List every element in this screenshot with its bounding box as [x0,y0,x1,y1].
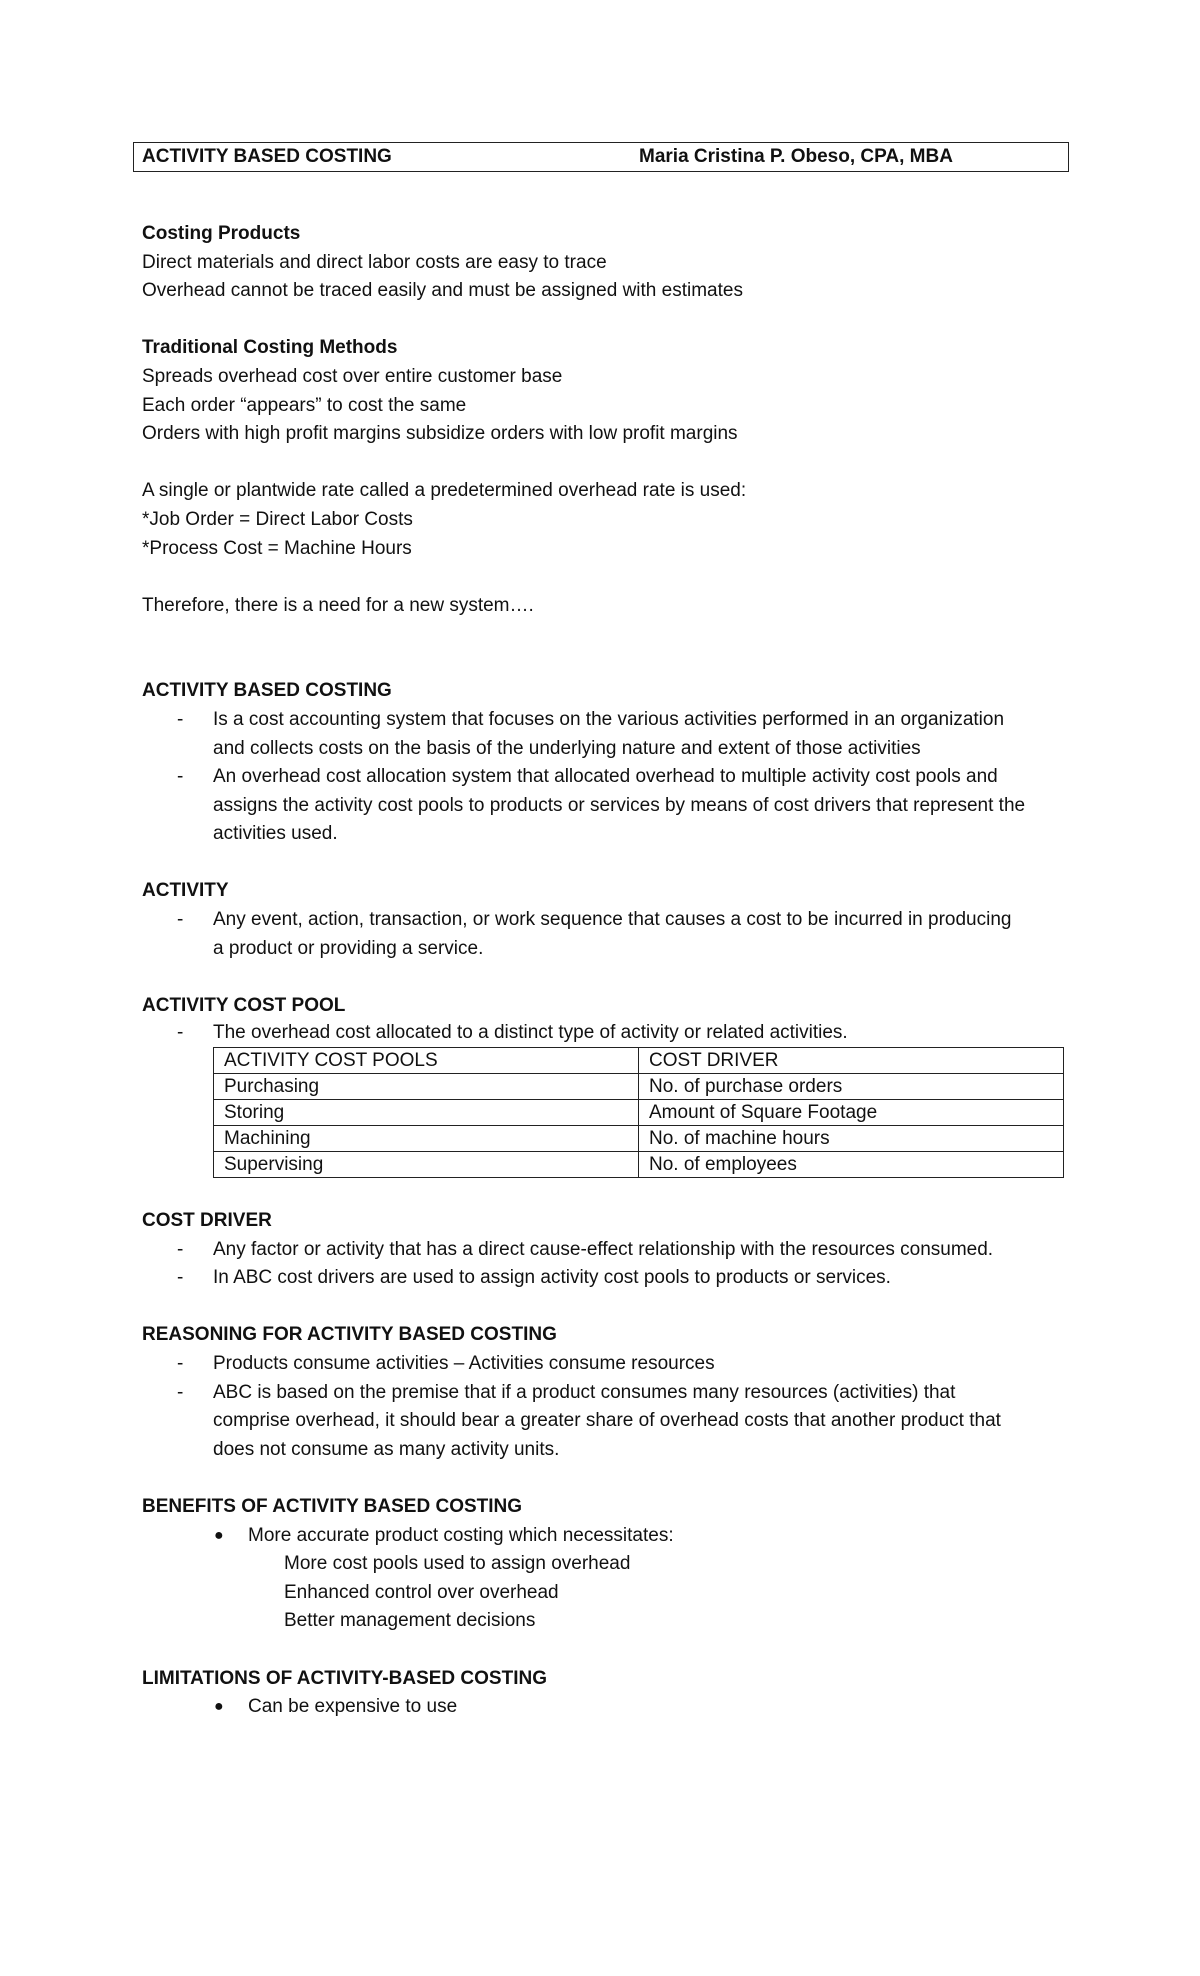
list-item [142,1379,1062,1465]
list-item-line: does not consume as many activity units. [213,1438,560,1460]
list-item-line: In ABC cost drivers are used to assign activity cost pools to products or services. [213,1267,891,1289]
dash-marker: - [177,1238,184,1260]
list-item [142,1264,1062,1293]
list-item-line: assigns the activity cost pools to products or services by means of cost drivers that represent the [213,794,1026,816]
bullet-text: Can be expensive to use [248,1696,458,1718]
list-item-line: An overhead cost allocation system that allocated overhead to multiple activity cost pools and [213,766,998,788]
conclusion-line: Therefore, there is a need for a new system…. [142,594,534,616]
table-row [214,1074,1064,1100]
list-item [142,1020,1062,1046]
traditional-line: Orders with high profit margins subsidize orders with low profit margins [142,423,738,445]
dash-marker: - [177,766,184,788]
cost-driver-heading: COST DRIVER [142,1210,272,1232]
bullet-icon: ● [214,1698,224,1716]
table-header-row [214,1048,1064,1074]
table-cell: Amount of Square Footage [639,1100,1064,1126]
header-box [133,142,1069,172]
list-item-line: Is a cost accounting system that focuses on the various activities performed in an organization [213,708,1005,730]
list-item [142,1350,1062,1379]
table-row [214,1126,1064,1152]
table-header-cell: ACTIVITY COST POOLS [214,1048,639,1074]
limitations-heading: LIMITATIONS OF ACTIVITY-BASED COSTING [142,1667,547,1689]
table-cell: No. of machine hours [639,1126,1064,1152]
traditional-line: Spreads overhead cost over entire customer base [142,365,563,387]
table-cell: No. of employees [639,1152,1064,1178]
bullet-item [142,1522,1062,1551]
cost-pool-table [213,1047,1064,1178]
list-item-line: activities used. [213,823,338,845]
rate-line: *Process Cost = Machine Hours [142,537,412,559]
traditional-line: Each order “appears” to cost the same [142,394,467,416]
costing-products-line: Overhead cannot be traced easily and must be assigned with estimates [142,280,743,302]
table-cell: Storing [214,1100,639,1126]
bullet-icon: ● [214,1526,224,1544]
bullet-item [142,1693,1062,1722]
table-cell: Purchasing [214,1074,639,1100]
table-cell: Supervising [214,1152,639,1178]
list-item [142,706,1062,763]
table-row [214,1152,1064,1178]
reasoning-heading: REASONING FOR ACTIVITY BASED COSTING [142,1324,557,1346]
dash-marker: - [177,1022,184,1044]
list-item-line: comprise overhead, it should bear a greater share of overhead costs that another product that [213,1410,1001,1432]
sub-item: More cost pools used to assign overhead [284,1553,631,1575]
dash-marker: - [177,909,184,931]
cost-pool-heading: ACTIVITY COST POOL [142,994,346,1016]
costing-products-heading: Costing Products [142,223,301,244]
list-item [142,1236,1062,1265]
bullet-text: More accurate product costing which necessitates: [248,1524,674,1546]
sub-item: Better management decisions [284,1610,536,1632]
list-item-line: The overhead cost allocated to a distinct type of activity or related activities. [213,1022,848,1044]
activity-heading: ACTIVITY [142,880,229,902]
dash-marker: - [177,708,184,730]
table-cell: No. of purchase orders [639,1074,1064,1100]
costing-products-line: Direct materials and direct labor costs are easy to trace [142,251,607,273]
document-title: ACTIVITY BASED COSTING [142,146,392,167]
list-item-line: Any factor or activity that has a direct cause-effect relationship with the resources consumed. [213,1238,994,1260]
sub-item: Enhanced control over overhead [284,1581,559,1603]
list-item-line: Products consume activities – Activities consume resources [213,1353,715,1374]
benefits-heading: BENEFITS OF ACTIVITY BASED COSTING [142,1495,523,1517]
table-cell: Machining [214,1126,639,1152]
list-item-line: and collects costs on the basis of the underlying nature and extent of those activities [213,737,921,759]
list-item-line: ABC is based on the premise that if a product consumes many resources (activities) that [213,1381,956,1403]
document-author: Maria Cristina P. Obeso, CPA, MBA [639,146,953,167]
dash-marker: - [177,1267,184,1289]
rate-line: *Job Order = Direct Labor Costs [142,508,413,530]
table-header-cell: COST DRIVER [639,1048,1064,1074]
abc-heading: ACTIVITY BASED COSTING [142,680,392,702]
traditional-heading: Traditional Costing Methods [142,337,398,359]
rate-line: A single or plantwide rate called a predetermined overhead rate is used: [142,480,747,502]
document-body [142,220,1062,1722]
dash-marker: - [177,1381,184,1403]
table-row [214,1100,1064,1126]
list-item-line: a product or providing a service. [213,937,484,959]
list-item [142,906,1062,963]
list-item [142,763,1062,849]
list-item-line: Any event, action, transaction, or work sequence that causes a cost to be incurred in producing [213,909,1012,931]
dash-marker: - [177,1353,184,1374]
